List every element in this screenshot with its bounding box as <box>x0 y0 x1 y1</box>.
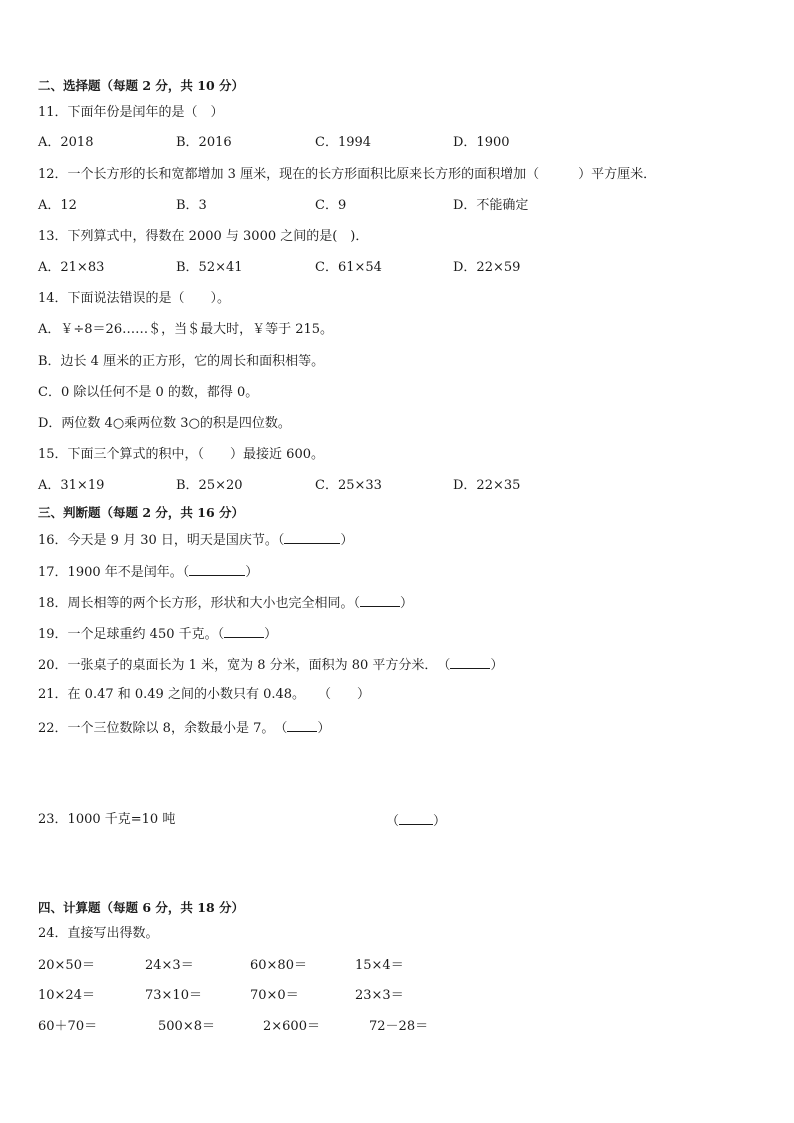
q15-option-c: C．25×33 <box>315 478 382 493</box>
q13-option-d: D．22×59 <box>453 260 521 275</box>
q13-option-a: A．21×83 <box>38 260 105 275</box>
q18-close: ） <box>400 596 414 611</box>
q19-answer-blank[interactable] <box>224 625 264 638</box>
q17-text: 17．1900 年不是闰年。（ <box>38 565 190 580</box>
q17-close: ） <box>245 565 259 580</box>
calc-item: 500×8＝ <box>158 1019 215 1034</box>
q23-close: ） <box>433 814 447 829</box>
section-2-heading: 二、选择题（每题 2 分，共 10 分） <box>38 78 245 93</box>
question-12: 12．一个长方形的长和宽都增加 3 厘米，现在的长方形面积比原来长方形的面积增加（ ）平方厘米． <box>38 167 657 182</box>
q23-open: （ <box>386 814 400 829</box>
q12-option-a: A．12 <box>38 198 77 213</box>
q11-option-b: B．2016 <box>176 135 232 150</box>
q11-option-d: D．1900 <box>453 135 510 150</box>
calc-item: 15×4＝ <box>355 958 404 973</box>
q13-option-c: C．61×54 <box>315 260 382 275</box>
calc-item: 24×3＝ <box>145 958 194 973</box>
q14-option-a: A．￥÷8＝26……＄，当＄最大时，￥等于 215。 <box>38 322 334 337</box>
question-20 <box>38 656 503 674</box>
section-3-heading: 三、判断题（每题 2 分，共 16 分） <box>38 505 245 520</box>
q14-option-c: C．0 除以任何不是 0 的数，都得 0。 <box>38 385 259 400</box>
q20-close: ） <box>490 658 504 673</box>
q12-option-c: C．9 <box>315 198 347 213</box>
q12-option-d: D．不能确定 <box>453 198 529 213</box>
question-24: 24．直接写出得数。 <box>38 926 159 941</box>
q15-option-d: D．22×35 <box>453 478 521 493</box>
calc-item: 23×3＝ <box>355 988 404 1003</box>
question-16 <box>38 531 353 549</box>
q22-close: ） <box>317 721 331 736</box>
question-17 <box>38 563 258 581</box>
q16-text: 16．今天是 9 月 30 日，明天是国庆节。（ <box>38 533 285 548</box>
q20-text: 20．一张桌子的桌面长为 1 米，宽为 8 分米，面积为 80 平方分米． （ <box>38 658 451 673</box>
calc-item: 20×50＝ <box>38 958 95 973</box>
q15-option-b: B．25×20 <box>176 478 243 493</box>
calc-item: 73×10＝ <box>145 988 202 1003</box>
question-22 <box>38 719 330 737</box>
question-21: 21．在 0.47 和 0.49 之间的小数只有 0.48。 （ ） <box>38 687 371 702</box>
question-19 <box>38 625 277 643</box>
q14-option-d: D．两位数 4○乘两位数 3○的积是四位数。 <box>38 416 291 431</box>
q18-text: 18．周长相等的两个长方形，形状和大小也完全相同。（ <box>38 596 361 611</box>
q19-close: ） <box>264 627 278 642</box>
q19-text: 19．一个足球重约 450 千克。（ <box>38 627 225 642</box>
q14-option-b: B．边长 4 厘米的正方形，它的周长和面积相等。 <box>38 354 325 369</box>
q22-text: 22．一个三位数除以 8，余数最小是 7。 （ <box>38 721 288 736</box>
q16-close: ） <box>340 533 354 548</box>
question-13: 13．下列算式中，得数在 2000 与 3000 之间的是( )． <box>38 229 369 244</box>
question-15: 15．下面三个算式的积中，（ ）最接近 600。 <box>38 447 324 462</box>
q11-option-c: C．1994 <box>315 135 372 150</box>
question-11: 11．下面年份是闰年的是（ ） <box>38 105 224 120</box>
question-18 <box>38 594 413 612</box>
calc-item: 60＋70＝ <box>38 1019 98 1034</box>
q22-answer-blank[interactable] <box>287 719 317 732</box>
section-4-heading: 四、计算题（每题 6 分，共 18 分） <box>38 900 245 915</box>
q15-option-a: A．31×19 <box>38 478 105 493</box>
q13-option-b: B．52×41 <box>176 260 243 275</box>
calc-item: 72－28＝ <box>369 1019 429 1034</box>
q20-answer-blank[interactable] <box>450 656 490 669</box>
question-14: 14．下面说法错误的是（ ）。 <box>38 291 231 306</box>
q11-option-a: A．2018 <box>38 135 94 150</box>
q23-answer-blank[interactable] <box>399 812 433 825</box>
q23-answer <box>386 812 446 830</box>
q12-option-b: B．3 <box>176 198 207 213</box>
calc-item: 60×80＝ <box>250 958 307 973</box>
q16-answer-blank[interactable] <box>284 531 340 544</box>
calc-item: 2×600＝ <box>263 1019 320 1034</box>
q17-answer-blank[interactable] <box>189 563 245 576</box>
q18-answer-blank[interactable] <box>360 594 400 607</box>
calc-item: 70×0＝ <box>250 988 299 1003</box>
calc-item: 10×24＝ <box>38 988 95 1003</box>
question-23: 23．1000 千克=10 吨 <box>38 812 176 827</box>
